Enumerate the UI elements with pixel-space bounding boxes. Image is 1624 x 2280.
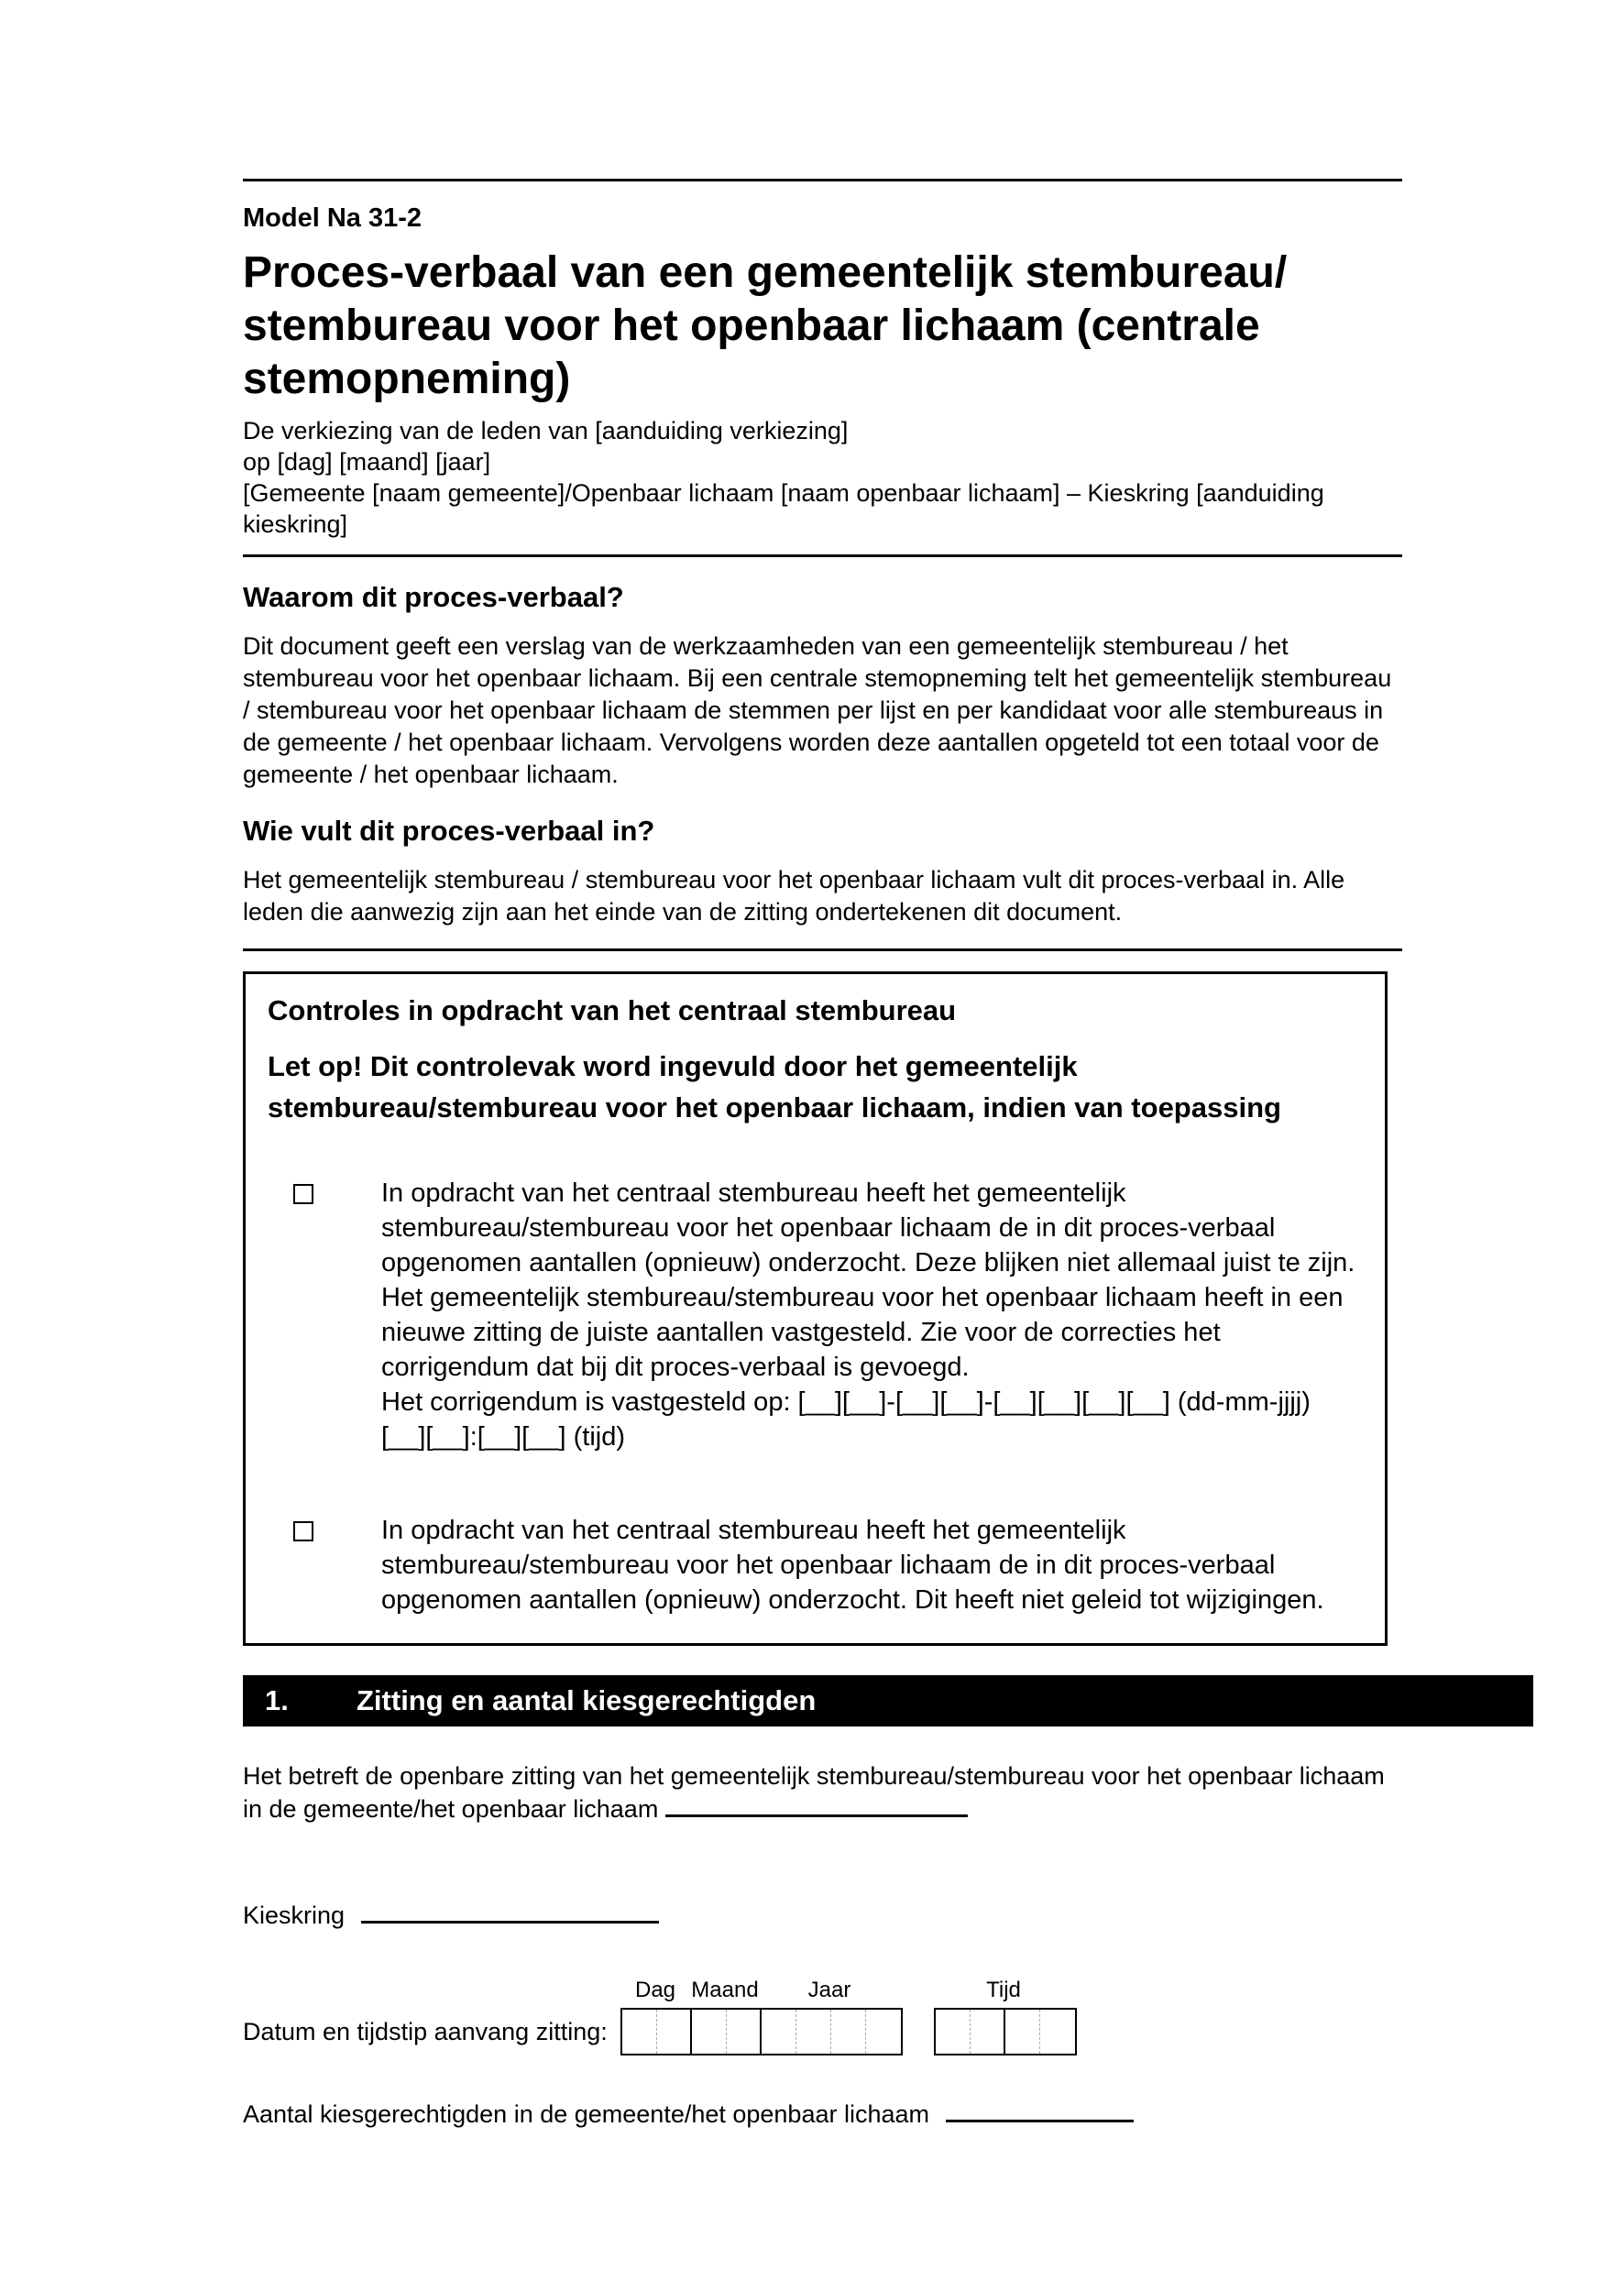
no-changes-option-body [381, 1513, 1361, 1617]
document-title-line-3: stemopneming) [243, 355, 571, 403]
dag-cell-1[interactable] [622, 2010, 657, 2054]
jaar-cell-2[interactable] [796, 2010, 831, 2054]
corrigendum-option-text: In opdracht van het centraal stembureau heeft het gemeentelijk stembureau/stembureau voor het openbaar lichaam de in dit proces-verbaal opgenomen aantallen (opnieuw) onderzocht. Deze blijken niet allemaal juist te zijn. Het gemeentelijk stembureau/stembureau voor het openbaar lichaam heeft in een nieuwe zitting de juiste aantallen vastgesteld. Zie voor de correcties het corrigendum dat bij dit proces-verbaal is gevoegd. [381, 1178, 1355, 1382]
corrigendum-checkbox[interactable] [293, 1184, 313, 1204]
maand-cell-1[interactable] [692, 2010, 727, 2054]
gemeente-blank-field[interactable] [665, 1792, 968, 1817]
control-option-no-changes [268, 1513, 1361, 1617]
aantal-blank-field[interactable] [946, 2098, 1134, 2122]
waarom-paragraph: Dit document geeft een verslag van de werkzaamheden van een gemeentelijk stembureau / het stembureau voor het openbaar lichaam. Bij een centrale stemopneming telt het gemeentelijk stembureau / stembureau voor het openbaar lichaam de stemmen per lijst en per kandidaat voor alle stembureaus in de gemeente / het openbaar lichaam. Vervolgens worden deze aantallen opgeteld tot een totaal voor de gemeente / het openbaar lichaam. [243, 632, 1392, 788]
control-box [243, 971, 1388, 1646]
section-1-number: 1. [265, 1684, 289, 1716]
page-content [243, 179, 1402, 2129]
jaar-cell-3[interactable] [831, 2010, 866, 2054]
document-title-line-2: stembureau voor het openbaar lichaam (centrale [243, 301, 1260, 350]
corrigendum-option-body [381, 1176, 1361, 1454]
dag-label: Dag [634, 1978, 676, 2002]
datetime-column-labels [620, 1978, 1402, 2003]
tijd-label: Tijd [986, 1978, 1021, 2002]
control-option-corrigendum [268, 1176, 1361, 1454]
no-changes-checkbox[interactable] [293, 1521, 313, 1541]
kieskring-blank-field[interactable] [361, 1899, 659, 1924]
section-1-intro [243, 1759, 1402, 1825]
section-1-header-bar [243, 1675, 1533, 1726]
jaar-label: Jaar [807, 1978, 851, 2002]
maand-label: Maand [691, 1978, 759, 2002]
kieskring-row [243, 1899, 1402, 1930]
datetime-block [243, 1978, 1402, 2055]
election-intro-line-3: [Gemeente [naam gemeente]/Openbaar lichaam [naam openbaar lichaam] – Kieskring [aanduiding kieskring] [243, 479, 1324, 538]
document-page [0, 179, 1624, 2280]
jaar-cell-1[interactable] [762, 2010, 796, 2054]
section-1-intro-text: Het betreft de openbare zitting van het gemeentelijk stembureau/stembureau voor het openbaar lichaam in de gemeente/het openbaar lichaam [243, 1762, 1385, 1823]
election-intro [243, 415, 1402, 540]
document-title [243, 247, 1402, 406]
model-label: Model Na 31-2 [243, 203, 422, 233]
aantal-row [243, 2098, 1402, 2129]
wie-paragraph: Het gemeentelijk stembureau / stembureau voor het openbaar lichaam vult dit proces-verbaal in. Alle leden die aanwezig zijn aan het einde van de zitting ondertekenen dit document. [243, 866, 1345, 926]
top-divider [243, 179, 1402, 181]
corrigendum-date-fields[interactable]: Het corrigendum is vastgesteld op: [__][__]-[__][__]-[__][__][__][__] (dd-mm-jjjj) [381, 1387, 1311, 1417]
date-input-box [620, 2008, 903, 2055]
jaar-cell-4[interactable] [866, 2010, 901, 2054]
maand-cell-2[interactable] [727, 2010, 762, 2054]
divider [243, 554, 1402, 557]
divider [243, 948, 1402, 951]
datetime-row [243, 2008, 1402, 2055]
election-intro-line-1: De verkiezing van de leden van [aanduiding verkiezing] [243, 417, 849, 444]
section-1-title: Zitting en aantal kiesgerechtigden [357, 1684, 817, 1716]
control-box-warning: Let op! Dit controlevak word ingevuld door het gemeentelijk stembureau/stembureau voor het openbaar lichaam, indien van toepassing [268, 1050, 1281, 1124]
control-box-title: Controles in opdracht van het centraal stembureau [268, 994, 957, 1026]
kieskring-label: Kieskring [243, 1902, 346, 1929]
wie-heading: Wie vult dit proces-verbaal in? [243, 815, 655, 847]
waarom-heading: Waarom dit proces-verbaal? [243, 581, 624, 613]
no-changes-option-text: In opdracht van het centraal stembureau heeft het gemeentelijk stembureau/stembureau voor het openbaar lichaam de in dit proces-verbaal opgenomen aantallen (opnieuw) onderzocht. Dit heeft niet geleid tot wijzigingen. [381, 1516, 1324, 1615]
tijd-minuut-cell-2[interactable] [1040, 2010, 1075, 2054]
tijd-uur-cell-2[interactable] [971, 2010, 1005, 2054]
dag-cell-2[interactable] [657, 2010, 692, 2054]
aantal-label: Aantal kiesgerechtigden in de gemeente/het openbaar lichaam [243, 2100, 930, 2128]
document-title-line-1: Proces-verbaal van een gemeentelijk stembureau/ [243, 248, 1288, 297]
tijd-uur-cell-1[interactable] [936, 2010, 971, 2054]
tijd-minuut-cell-1[interactable] [1005, 2010, 1040, 2054]
datetime-caption: Datum en tijdstip aanvang zitting: [243, 2017, 608, 2045]
election-intro-line-2: op [dag] [maand] [jaar] [243, 448, 491, 476]
time-input-box [934, 2008, 1077, 2055]
corrigendum-time-fields[interactable]: [__][__]:[__][__] (tijd) [381, 1422, 625, 1452]
